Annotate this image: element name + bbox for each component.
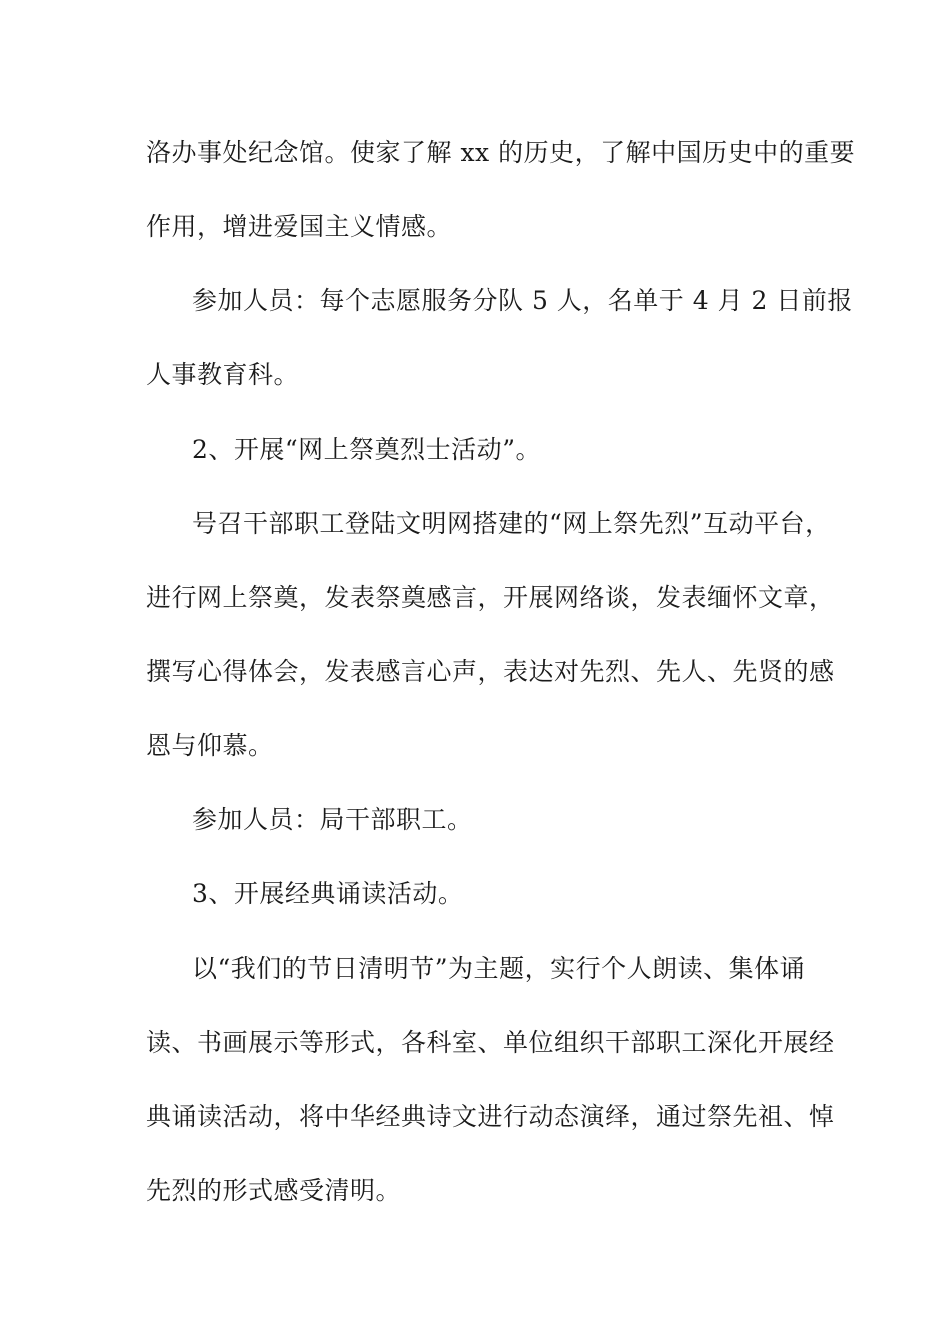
paragraph-line: 恩与仰慕。 — [146, 731, 274, 760]
paragraph-line: 进行网上祭奠，发表祭奠感言，开展网络谈，发表缅怀文章， — [146, 583, 835, 612]
paragraph-line: 以“我们的节日清明节”为主题，实行个人朗读、集体诵 — [192, 954, 806, 983]
paragraph-line: 先烈的形式感受清明。 — [146, 1176, 402, 1205]
section-heading: 3、开展经典诵读活动。 — [192, 879, 464, 908]
paragraph-line: 作用，增进爱国主义情感。 — [146, 212, 453, 241]
paragraph-line: 参加人员：局干部职工。 — [192, 805, 473, 834]
paragraph-line: 洛办事处纪念馆。使家了解 xx 的历史，了解中国历史中的重要 — [146, 138, 856, 167]
paragraph-line: 典诵读活动，将中华经典诗文进行动态演绎，通过祭先祖、悼 — [146, 1102, 835, 1131]
section-heading: 2、开展“网上祭奠烈士活动”。 — [192, 435, 541, 464]
paragraph-line: 参加人员：每个志愿服务分队 5 人，名单于 4 月 2 日前报 — [192, 286, 853, 315]
paragraph-line: 人事教育科。 — [146, 360, 300, 389]
paragraph-line: 读、书画展示等形式，各科室、单位组织干部职工深化开展经 — [146, 1028, 835, 1057]
paragraph-line: 号召干部职工登陆文明网搭建的“网上祭先烈”互动平台， — [192, 509, 831, 538]
paragraph-line: 撰写心得体会，发表感言心声，表达对先烈、先人、先贤的感 — [146, 657, 835, 686]
